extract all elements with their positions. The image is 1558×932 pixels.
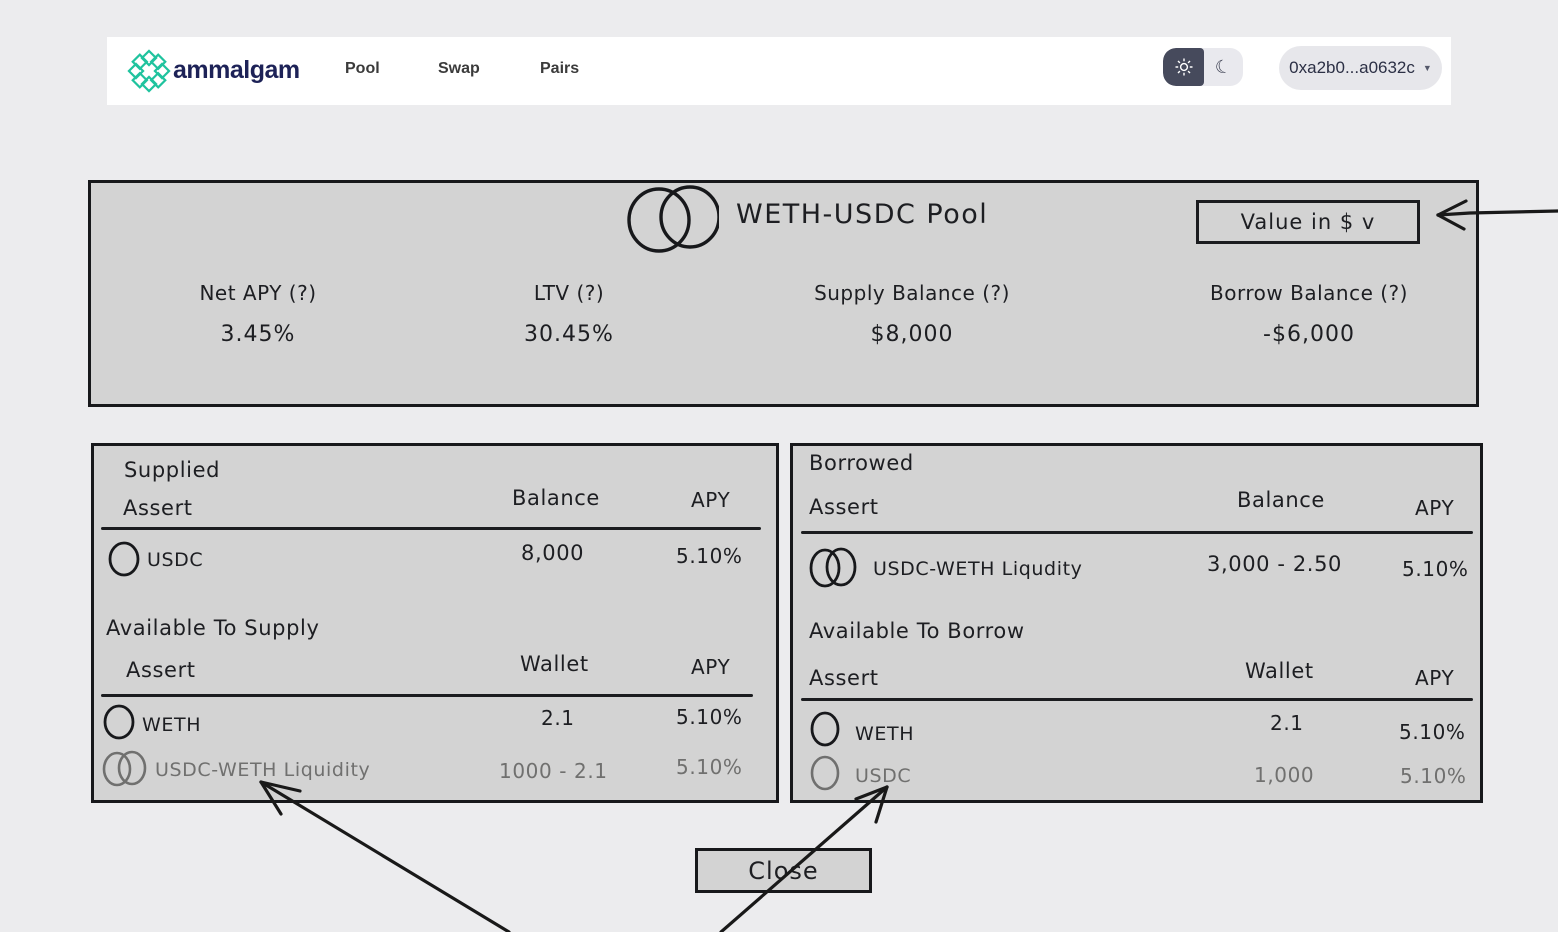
header-divider: [101, 694, 753, 697]
stat-ltv: [399, 281, 739, 347]
supplied-row-usdc[interactable]: [94, 538, 776, 584]
column-header-assert: Assert: [126, 658, 196, 682]
asset-name: WETH: [142, 714, 202, 736]
asset-wallet: 1,000: [1254, 763, 1315, 787]
asset-wallet: 1000 - 2.1: [499, 759, 608, 783]
stat-supply-balance: [742, 281, 1082, 347]
borrowed-panel: [790, 443, 1483, 803]
asset-wallet: 2.1: [541, 706, 575, 730]
coin-icon: [809, 754, 843, 792]
column-header-apy: APY: [1415, 666, 1455, 690]
column-header-balance: Balance: [512, 486, 600, 510]
stat-net-apy: [88, 281, 428, 347]
asset-apy: 5.10%: [1402, 557, 1469, 581]
pool-pair-icon: [623, 184, 719, 254]
stat-label: Supply Balance (?): [814, 281, 1010, 305]
column-header-apy: APY: [691, 488, 731, 512]
borrowed-title: Borrowed: [809, 451, 914, 475]
stat-value: -$6,000: [1263, 322, 1355, 347]
theme-light-segment[interactable]: [1163, 48, 1204, 86]
stat-borrow-balance: [1139, 281, 1479, 347]
coin-icon: [107, 540, 143, 578]
stat-value: 3.45%: [220, 322, 296, 347]
wallet-address: 0xa2b0...a0632c: [1289, 58, 1415, 77]
asset-name: USDC-WETH Liqudity: [873, 558, 1083, 580]
supplied-panel: [91, 443, 779, 803]
asset-name: USDC: [147, 549, 204, 571]
asset-apy: 5.10%: [676, 705, 743, 729]
header-divider: [101, 527, 761, 530]
asset-apy: 5.10%: [1400, 764, 1467, 788]
stat-value: 30.45%: [524, 322, 614, 347]
wallet-address-button[interactable]: [1279, 46, 1442, 90]
asset-apy: 5.10%: [1399, 720, 1466, 744]
theme-dark-segment[interactable]: [1204, 48, 1243, 86]
asset-name: WETH: [855, 723, 915, 745]
theme-toggle[interactable]: [1163, 48, 1243, 86]
nav-item-pairs[interactable]: Pairs: [540, 60, 580, 77]
asset-name: USDC: [855, 765, 912, 787]
pool-title: WETH-USDC Pool: [736, 199, 989, 230]
stat-label: LTV (?): [533, 281, 605, 305]
caret-down-icon: ▼: [1422, 63, 1432, 73]
asset-balance: 8,000: [521, 541, 585, 565]
coin-icon: [102, 703, 138, 741]
column-header-apy: APY: [1415, 496, 1455, 520]
supply-row-weth[interactable]: [94, 701, 776, 746]
column-header-wallet: Wallet: [520, 652, 589, 676]
asset-apy: 5.10%: [676, 544, 743, 568]
stat-value: $8,000: [870, 322, 954, 347]
coin-icon: [809, 710, 843, 748]
stat-label: Net APY (?): [199, 281, 317, 305]
borrow-row-usdc[interactable]: [793, 752, 1480, 796]
moon-icon: ☾: [1213, 54, 1234, 80]
brand-wordmark: ammalgam: [173, 56, 300, 84]
supplied-title: Supplied: [124, 458, 221, 482]
brand-logo-icon: [127, 49, 171, 93]
asset-balance: 3,000 - 2.50: [1207, 552, 1343, 576]
arrow-to-liquidity-row: [261, 782, 509, 932]
column-header-wallet: Wallet: [1245, 659, 1314, 683]
sun-icon: [1174, 57, 1194, 77]
stat-label: Borrow Balance (?): [1210, 281, 1408, 305]
borrow-row-weth[interactable]: [793, 708, 1480, 752]
pool-summary-card: [88, 180, 1479, 407]
column-header-assert: Assert: [809, 666, 879, 690]
column-header-assert: Assert: [123, 496, 193, 520]
close-button[interactable]: Close: [695, 848, 872, 893]
available-to-supply-title: Available To Supply: [106, 616, 320, 640]
column-header-assert: Assert: [809, 495, 879, 519]
coin-pair-icon: [100, 749, 152, 789]
column-header-balance: Balance: [1237, 488, 1325, 512]
nav-item-pool[interactable]: Pool: [345, 60, 380, 77]
supply-row-usdc-weth-liquidity[interactable]: [94, 746, 776, 794]
asset-apy: 5.10%: [676, 755, 743, 779]
borrowed-row-usdc-weth-liquidity[interactable]: [793, 544, 1480, 594]
top-navbar: [107, 37, 1451, 105]
nav-item-swap[interactable]: Swap: [438, 60, 480, 77]
available-to-borrow-title: Available To Borrow: [809, 619, 1025, 643]
header-divider: [801, 698, 1473, 701]
column-header-apy: APY: [691, 655, 731, 679]
coin-pair-icon: [807, 546, 861, 590]
asset-wallet: 2.1: [1270, 711, 1304, 735]
asset-name: USDC-WETH Liquidity: [155, 759, 371, 781]
value-unit-selector[interactable]: Value in $ v: [1196, 200, 1420, 244]
header-divider: [801, 531, 1473, 534]
